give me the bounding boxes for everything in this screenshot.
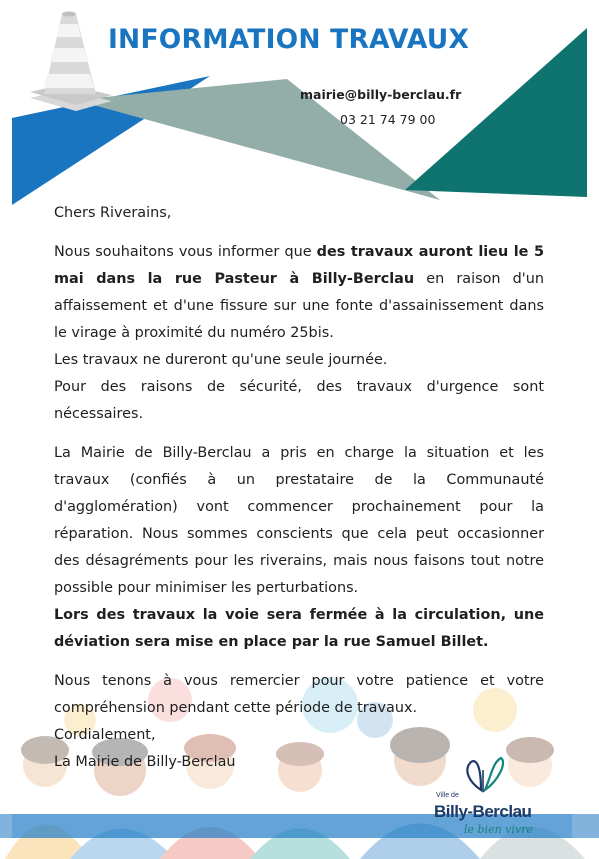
paragraph-duration: Les travaux ne dureront qu'une seule journée. [54, 352, 388, 368]
page-title: INFORMATION TRAVAUX [108, 24, 470, 55]
paragraph-thanks: Nous tenons à vous remercier pour votre patience et votre compréhension pendant cette période de travaux. [54, 673, 544, 716]
paragraph-closure [54, 602, 544, 656]
logo-tagline: le bien vivre [464, 823, 533, 836]
paragraph-safety: Pour des raisons de sécurité, des travaux d'urgence sont nécessaires. [54, 379, 544, 422]
letter-body [54, 200, 544, 776]
town-logo [414, 752, 564, 842]
traffic-cone-icon [30, 12, 112, 112]
signature: La Mairie de Billy-Berclau [54, 754, 236, 770]
closing: Cordialement, [54, 727, 156, 743]
logo-name: Billy-Berclau [434, 802, 532, 821]
butterfly-icon [459, 752, 509, 794]
paragraph-intro [54, 239, 544, 347]
intro-text-bold: des travaux auront lieu le 5 mai dans la rue Pasteur à Billy-Berclau [54, 244, 544, 287]
closure-text-bold: Lors des travaux la voie sera fermée à la circulation, une déviation sera mise en place par la rue Samuel Billet. [54, 607, 544, 650]
contact-email[interactable]: mairie@billy-berclau.fr [300, 87, 462, 102]
paragraph-mairie: La Mairie de Billy-Berclau a pris en charge la situation et les travaux (confiés à un prestataire de la Communauté d'agglomération) vont commencer prochainement pour la réparation. Nous sommes conscients que cela peut occasionner des désagréments pour les riverains, mais nous faisons tout notre possible pour minimiser les perturbations. [54, 445, 544, 596]
intro-text-end: en raison d'un affaissement et d'une fissure sur une fonte d'assainissement dans le virage à proximité du numéro 25bis. [54, 271, 544, 341]
greeting: Chers Riverains, [54, 205, 172, 221]
intro-text-start: Nous souhaitons vous informer que [54, 244, 317, 260]
contact-phone: 03 21 74 79 00 [340, 112, 436, 127]
logo-prefix: Ville de [436, 792, 459, 799]
